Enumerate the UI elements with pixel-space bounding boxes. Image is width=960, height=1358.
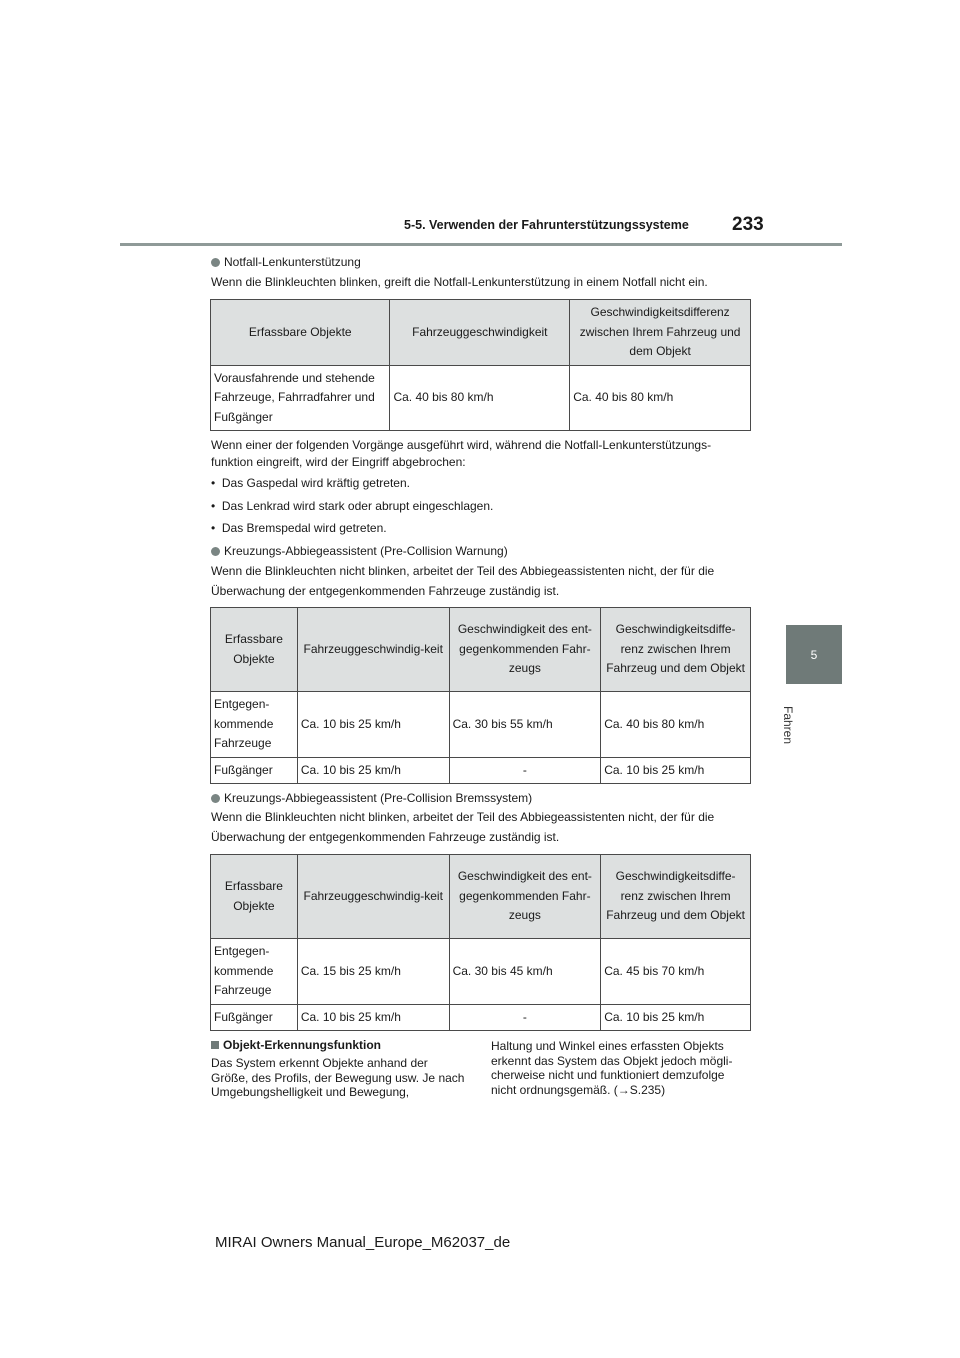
- section2-table: [210, 607, 751, 784]
- footer-text: MIRAI Owners Manual_Europe_M62037_de: [215, 1234, 511, 1251]
- table-header-cell: Fahrzeuggeschwindig-keit: [297, 855, 449, 939]
- header-divider: [120, 243, 842, 246]
- table-header-cell: Fahrzeuggeschwindig-keit: [297, 608, 449, 692]
- list-item-text: Das Bremspedal wird getreten.: [221, 521, 387, 535]
- section2-intro-line1: Wenn die Blinkleuchten nicht blinken, arbeitet der Teil des Abbiegeassistenten nicht, der für die: [211, 564, 715, 578]
- table-header-row: [211, 300, 751, 366]
- list-item-text: Das Gaspedal wird kräftig getreten.: [221, 476, 410, 490]
- table-cell: Ca. 10 bis 25 km/h: [297, 1004, 449, 1031]
- table-header-cell: Geschwindigkeitsdiffe-renz zwischen Ihrem Fahrzeug und dem Objekt: [601, 855, 751, 939]
- table-row: [211, 692, 751, 758]
- table-cell: Entgegen-kommende Fahrzeuge: [211, 939, 298, 1005]
- chapter-label: Fahren: [781, 706, 795, 745]
- list-item-text: Das Lenkrad wird stark oder abrupt eingeschlagen.: [221, 499, 494, 513]
- chapter-number: 5: [810, 647, 818, 662]
- section2-intro-line2: Überwachung der entgegenkommenden Fahrzeuge zuständig ist.: [211, 584, 560, 598]
- table-cell: Ca. 30 bis 45 km/h: [449, 939, 601, 1005]
- section1-table: [210, 299, 751, 431]
- table-cell: Ca. 15 bis 25 km/h: [297, 939, 449, 1005]
- table-cell: Ca. 40 bis 80 km/h: [570, 365, 751, 431]
- section3-heading: Kreuzungs-Abbiegeassistent (Pre-Collision Bremssystem): [211, 790, 532, 807]
- table-row: [211, 939, 751, 1005]
- table-cell: Fußgänger: [211, 1004, 298, 1031]
- table-cell: Ca. 40 bis 80 km/h: [390, 365, 570, 431]
- table-cell: Entgegen-kommende Fahrzeuge: [211, 692, 298, 758]
- table-row: [211, 365, 751, 431]
- section4-right-text: Haltung und Winkel eines erfassten Objekts erkennt das System das Objekt jedoch mögli-cherweise nicht und funktioniert demzufolge nicht ordnungsgemäß. (→S.235): [491, 1039, 733, 1097]
- section-header-title: 5-5. Verwenden der Fahrunterstützungssysteme: [404, 218, 689, 232]
- table-header-cell: Geschwindigkeit des ent-gegenkommenden Fahr-zeugs: [449, 855, 601, 939]
- table-cell: -: [449, 757, 601, 784]
- table-header-cell: Erfassbare Objekte: [211, 300, 390, 366]
- list-item: • Das Gaspedal wird kräftig getreten.: [211, 476, 410, 490]
- list-item: • Das Lenkrad wird stark oder abrupt eingeschlagen.: [211, 499, 494, 513]
- table-header-cell: Erfassbare Objekte: [211, 855, 298, 939]
- table-cell: Ca. 10 bis 25 km/h: [297, 757, 449, 784]
- table-cell: Fußgänger: [211, 757, 298, 784]
- table-header-cell: Fahrzeuggeschwindigkeit: [390, 300, 570, 366]
- table-cell: Ca. 10 bis 25 km/h: [601, 1004, 751, 1031]
- table-cell: Ca. 45 bis 70 km/h: [601, 939, 751, 1005]
- chapter-tab: [786, 625, 842, 684]
- table-cell: Vorausfahrende und stehende Fahrzeuge, Fahrradfahrer und Fußgänger: [211, 365, 390, 431]
- table-header-cell: Geschwindigkeitsdifferenz zwischen Ihrem Fahrzeug und dem Objekt: [570, 300, 751, 366]
- section1-heading: Notfall-Lenkunterstützung: [211, 254, 361, 271]
- table-row: [211, 757, 751, 784]
- table-cell: Ca. 30 bis 55 km/h: [449, 692, 601, 758]
- section1-intro: Wenn die Blinkleuchten blinken, greift die Notfall-Lenkunterstützung in einem Notfall nicht ein.: [211, 275, 708, 289]
- table-header-cell: Erfassbare Objekte: [211, 608, 298, 692]
- section3-table: [210, 854, 751, 1031]
- section2-heading: Kreuzungs-Abbiegeassistent (Pre-Collision Warnung): [211, 543, 508, 560]
- section1-after-text: Wenn einer der folgenden Vorgänge ausgeführt wird, während die Notfall-Lenkunterstützungs-funktion eingreift, wird der Eingriff abgebrochen:: [211, 438, 712, 469]
- page-number: 233: [732, 214, 764, 235]
- section4-left-text: Das System erkennt Objekte anhand der Größe, des Profils, der Bewegung usw. Je nach Umgebungshelligkeit und Bewegung,: [211, 1056, 465, 1099]
- table-header-cell: Geschwindigkeitsdiffe-renz zwischen Ihrem Fahrzeug und dem Objekt: [601, 608, 751, 692]
- table-header-row: [211, 855, 751, 939]
- table-cell: -: [449, 1004, 601, 1031]
- section3-intro-line2: Überwachung der entgegenkommenden Fahrzeuge zuständig ist.: [211, 830, 560, 844]
- section4-heading: Objekt-Erkennungsfunktion: [211, 1037, 381, 1054]
- table-cell: Ca. 40 bis 80 km/h: [601, 692, 751, 758]
- table-header-row: [211, 608, 751, 692]
- list-item: • Das Bremspedal wird getreten.: [211, 521, 387, 535]
- table-cell: Ca. 10 bis 25 km/h: [297, 692, 449, 758]
- section3-intro-line1: Wenn die Blinkleuchten nicht blinken, arbeitet der Teil des Abbiegeassistenten nicht, der für die: [211, 810, 715, 824]
- table-cell: Ca. 10 bis 25 km/h: [601, 757, 751, 784]
- table-header-cell: Geschwindigkeit des ent-gegenkommenden Fahr-zeugs: [449, 608, 601, 692]
- table-row: [211, 1004, 751, 1031]
